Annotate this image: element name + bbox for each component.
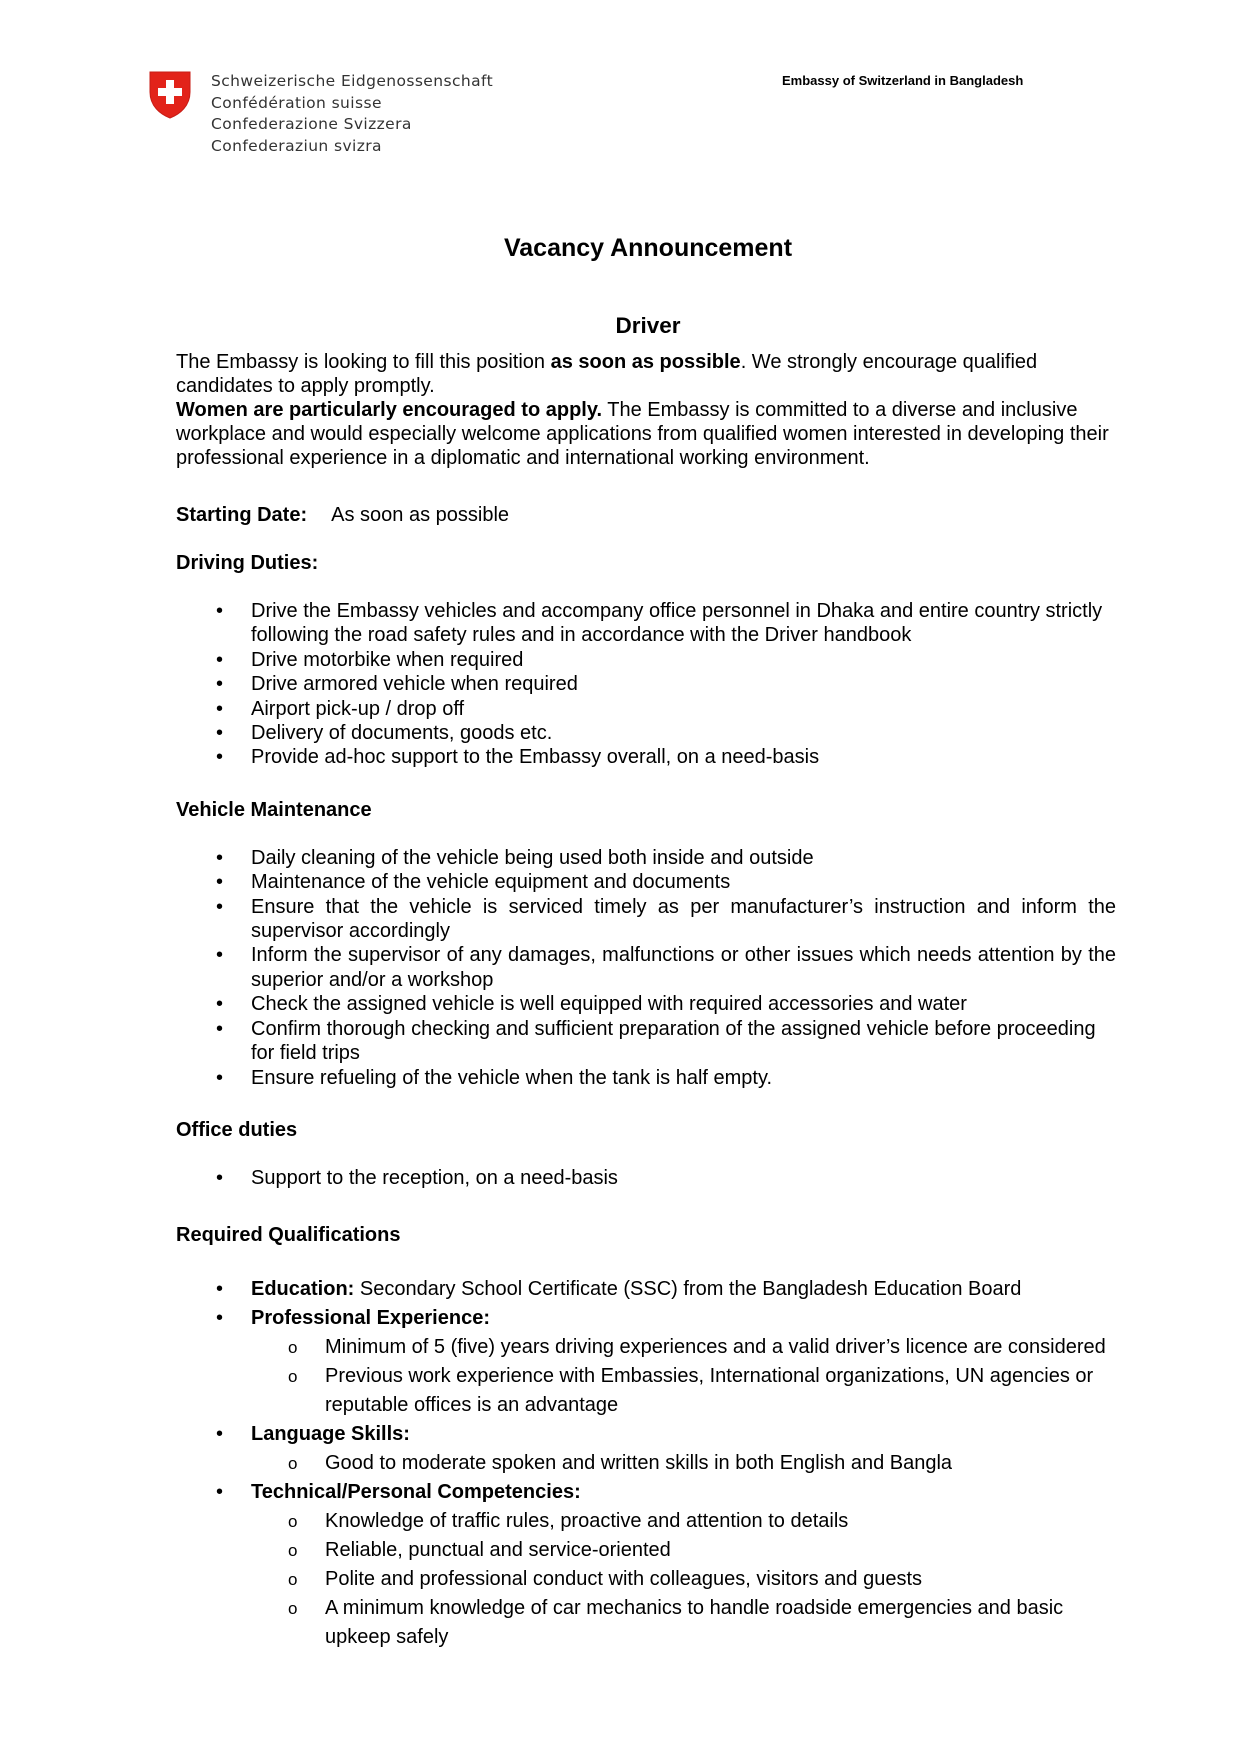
logo-line-german: Schweizerische Eidgenossenschaft	[211, 72, 494, 90]
document-body	[176, 350, 1116, 1652]
list-item: • Support to the reception, on a need-basis	[176, 1166, 1116, 1190]
list-item: • Inform the supervisor of any damages, malfunctions or other issues which needs attention by the superior and/or a workshop	[176, 943, 1116, 992]
list-item: • Check the assigned vehicle is well equipped with required accessories and water	[176, 992, 1116, 1016]
language-label: Language Skills:	[251, 1423, 410, 1446]
list-item: • Drive armored vehicle when required	[176, 672, 1116, 696]
office-duties-list	[176, 1166, 1116, 1190]
office-duties-heading: Office duties	[176, 1118, 298, 1141]
language-item	[176, 1420, 1116, 1478]
logo-text	[211, 71, 493, 157]
list-item: o Good to moderate spoken and written skills in both English and Bangla	[251, 1449, 1116, 1478]
logo-line-italian: Confederazione Svizzera	[211, 115, 412, 133]
women-text: The Embassy is committed to a diverse and inclusive workplace and would especially welcome applications from qualified women interested in developing their professional experience in a diplomatic and international working environment.	[176, 399, 1109, 469]
education-value: Secondary School Certificate (SSC) from the Bangladesh Education Board	[354, 1278, 1022, 1301]
intro-emphasis: as soon as possible	[550, 351, 741, 373]
swiss-shield-icon	[148, 70, 192, 120]
experience-sublist	[251, 1333, 1116, 1420]
driving-duties-list	[176, 599, 1116, 770]
driving-duties-heading: Driving Duties:	[176, 552, 319, 574]
vehicle-maintenance-list	[176, 846, 1116, 1090]
qualifications-list	[176, 1275, 1116, 1652]
women-emphasis: Women are particularly encouraged to apply.	[176, 399, 603, 421]
list-item: • Ensure refueling of the vehicle when the tank is half empty.	[176, 1066, 1116, 1090]
list-item: • Provide ad-hoc support to the Embassy overall, on a need-basis	[176, 745, 1116, 769]
intro-text: The Embassy is looking to fill this position	[176, 351, 551, 373]
swiss-confederation-logo	[148, 70, 493, 157]
experience-label: Professional Experience:	[251, 1307, 490, 1330]
list-item: • Ensure that the vehicle is serviced timely as per manufacturer’s instruction and inform the supervisor accordingly	[176, 895, 1116, 944]
intro-text-end: . We strongly encourage qualified candidates to apply promptly.	[176, 351, 1038, 397]
list-item: o Polite and professional conduct with colleagues, visitors and guests	[251, 1565, 1116, 1594]
starting-date-label: Starting Date:	[176, 504, 308, 526]
logo-line-french: Confédération suisse	[211, 93, 382, 112]
list-item: o Minimum of 5 (five) years driving experiences and a valid driver’s licence are considered	[251, 1333, 1116, 1362]
list-item: o Reliable, punctual and service-oriented	[251, 1536, 1116, 1565]
embassy-name: Embassy of Switzerland in Bangladesh	[782, 73, 1024, 88]
women-paragraph	[176, 398, 1116, 470]
position-title: Driver	[615, 313, 681, 338]
list-item: o Knowledge of traffic rules, proactive and attention to details	[251, 1507, 1116, 1536]
document-title: Vacancy Announcement	[503, 234, 793, 262]
list-item: • Airport pick-up / drop off	[176, 697, 1116, 721]
technical-sublist	[251, 1507, 1116, 1652]
starting-date	[176, 503, 1116, 527]
list-item: o Previous work experience with Embassies, International organizations, UN agencies or reputable offices is an advantage	[251, 1362, 1116, 1420]
experience-item	[176, 1304, 1116, 1420]
list-item: • Maintenance of the vehicle equipment and documents	[176, 870, 1116, 894]
list-item: • Confirm thorough checking and sufficient preparation of the assigned vehicle before proceeding for field trips	[176, 1017, 1116, 1066]
qualifications-heading: Required Qualifications	[176, 1224, 401, 1247]
vehicle-maintenance-heading: Vehicle Maintenance	[176, 798, 372, 821]
technical-label: Technical/Personal Competencies:	[251, 1481, 581, 1504]
logo-line-romansh: Confederaziun svizra	[211, 136, 382, 155]
list-item: • Delivery of documents, goods etc.	[176, 721, 1116, 745]
list-item: o A minimum knowledge of car mechanics to handle roadside emergencies and basic upkeep safely	[251, 1594, 1116, 1652]
education-label: Education:	[251, 1278, 355, 1301]
language-sublist	[251, 1449, 1116, 1478]
list-item: • Daily cleaning of the vehicle being used both inside and outside	[176, 846, 1116, 870]
technical-item	[176, 1478, 1116, 1652]
education-item	[176, 1275, 1116, 1304]
intro-paragraph	[176, 350, 1116, 398]
starting-date-value: As soon as possible	[331, 504, 510, 526]
list-item: • Drive the Embassy vehicles and accompany office personnel in Dhaka and entire country strictly following the road safety rules and in accordance with the Driver handbook	[176, 599, 1116, 648]
list-item: • Drive motorbike when required	[176, 648, 1116, 672]
